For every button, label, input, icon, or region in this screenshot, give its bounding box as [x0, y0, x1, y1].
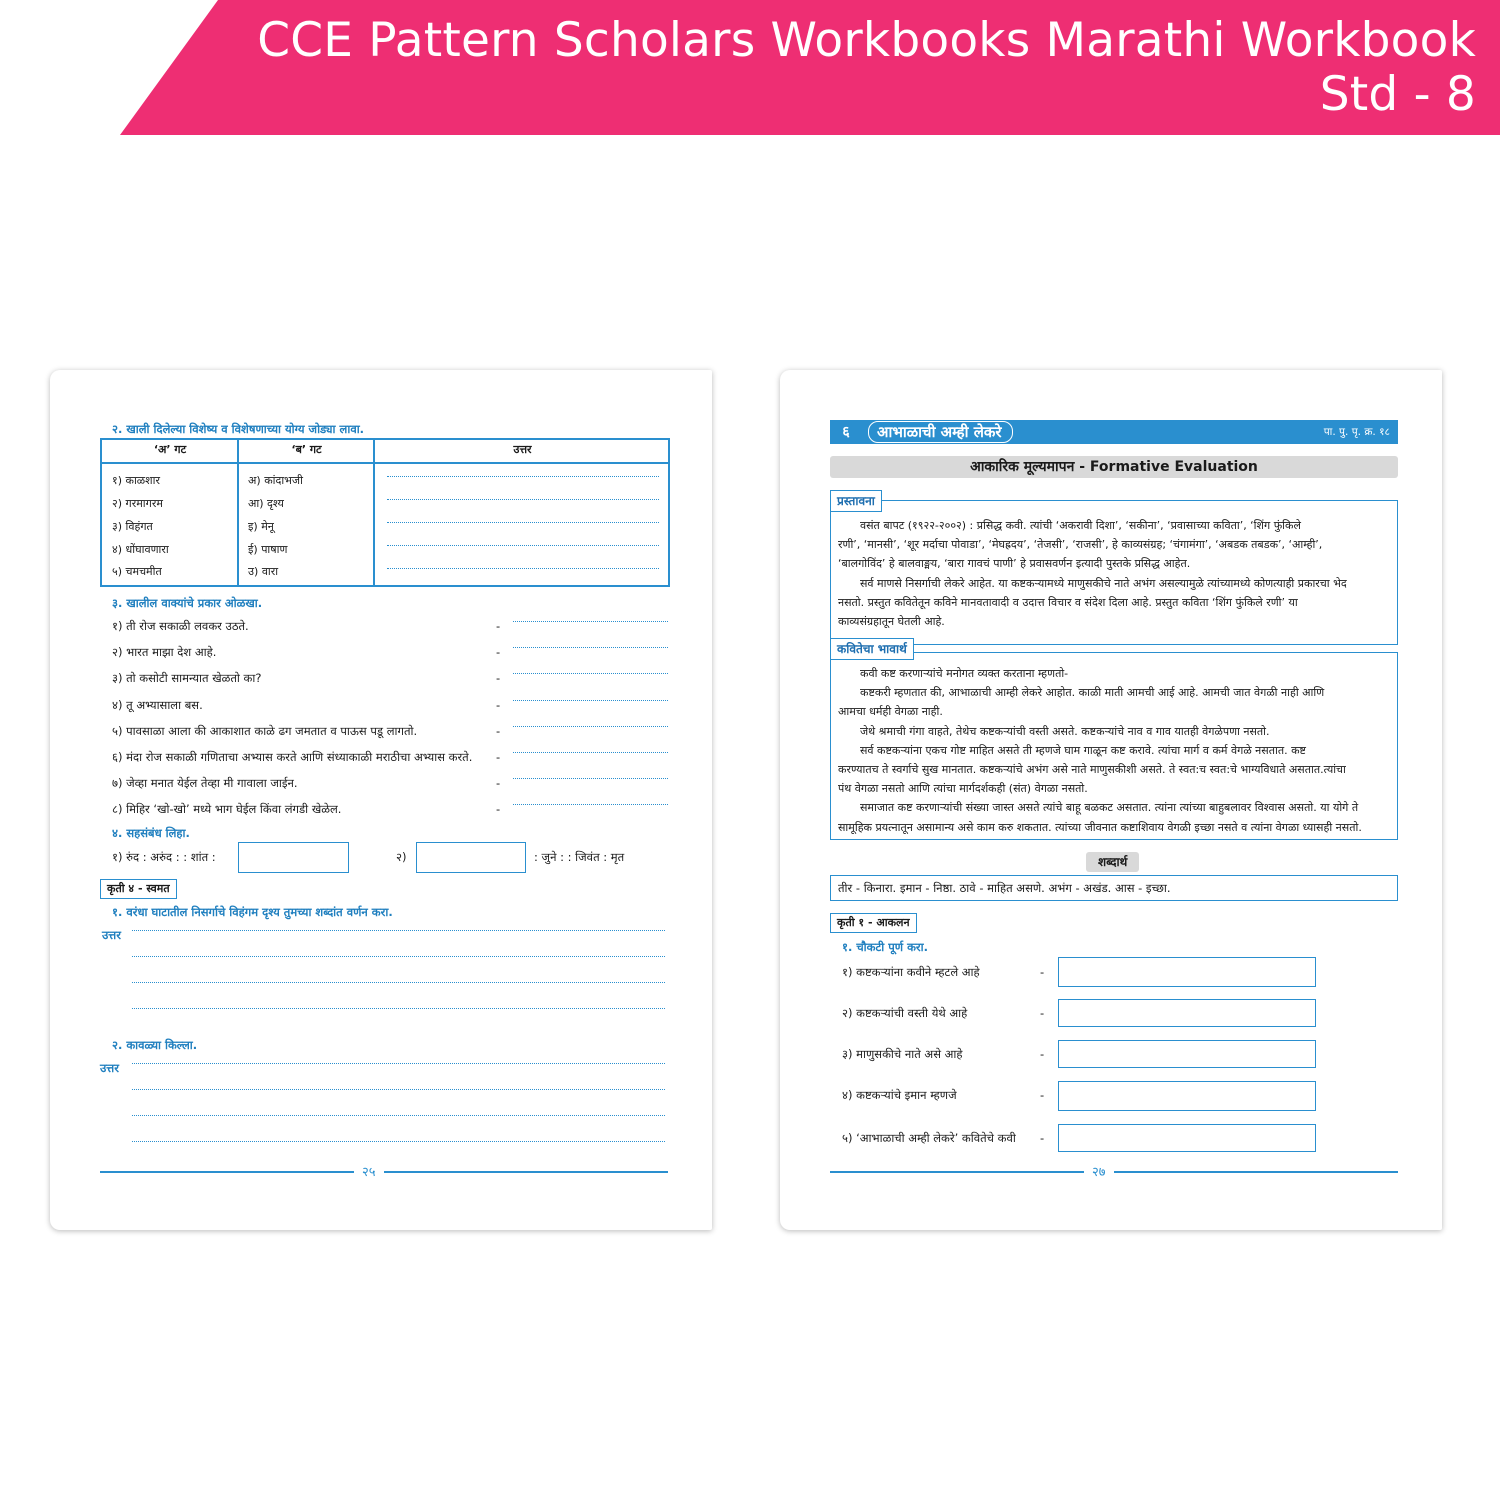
answer-line[interactable] [132, 956, 665, 957]
group-b-item: इ) मेनू [248, 520, 274, 533]
answer-line[interactable] [387, 499, 659, 500]
answer-label: उत्तर [100, 1061, 119, 1075]
table-col-divider-2 [373, 440, 375, 585]
answer-line[interactable] [132, 1115, 665, 1116]
answer-line[interactable] [132, 982, 665, 983]
k4-q1-title: १. वरंधा घाटातील निसर्गाचे विहंगम दृश्य तुमच्या शब्दांत वर्णन करा. [112, 905, 393, 919]
correlation-right-num: २) [396, 850, 407, 864]
footer-rule [100, 1171, 668, 1173]
introduction-label: प्रस्तावना [830, 490, 882, 512]
fill-box-item: १) कष्टकऱ्यांना कवीने म्हटले आहे [842, 965, 980, 979]
workbook-page-25 [50, 370, 712, 1230]
group-b-item: उ) वारा [248, 565, 279, 578]
answer-line[interactable] [513, 621, 668, 622]
dash: - [496, 802, 501, 816]
correlation-left: १) रुंद : अरुंद : : शांत : [112, 850, 216, 864]
dash: - [1040, 1006, 1045, 1020]
header-group-a: ‘अ’ गट [153, 443, 187, 456]
answer-line[interactable] [513, 778, 668, 779]
answer-line[interactable] [513, 752, 668, 753]
intro-line: काव्यसंग्रहातून घेतली आहे. [838, 615, 945, 629]
answer-box[interactable] [1058, 1124, 1316, 1152]
header-answer: उत्तर [513, 443, 532, 456]
answer-line[interactable] [513, 804, 668, 805]
kruti-4-tag: कृती ४ - स्वमत [100, 879, 177, 899]
answer-line[interactable] [513, 673, 668, 674]
sentence-item: ८) मिहिर ‘खो-खो’ मध्ये भाग घेईल किंवा लंगडी खेळेल. [112, 802, 342, 816]
answer-box[interactable] [1058, 1040, 1316, 1068]
table-header-divider [102, 462, 668, 464]
intro-line: सर्व माणसे निसर्गाची लेकरे आहेत. या कष्टकऱ्यामध्ये माणुसकीचे नाते अभंग असल्यामुळे त्यांच्यामध्ये कोणत्याही प्रकारचा भेद [860, 576, 1347, 590]
banner-title [257, 14, 1476, 122]
answer-box[interactable] [1058, 957, 1316, 987]
answer-line[interactable] [387, 568, 659, 569]
poem-meaning-text [838, 664, 1390, 837]
meaning-line: पंथ वेगळा नसतो आणि त्यांचा मार्गदर्शकही (संत) वेगळा नसतो. [838, 782, 1088, 796]
fill-box-item: ३) माणुसकीचे नाते असे आहे [842, 1047, 963, 1061]
introduction-text [838, 516, 1390, 631]
intro-line: नसतो. प्रस्तुत कवितेतून कविने मानवतावादी व उदात्त विचार व संदेश दिला आहे. प्रस्तुत कविता ‘शिंग फुंकिले रणी’ या [838, 595, 1298, 609]
fill-box-item: ५) ‘आभाळाची अम्ही लेकरे’ कवितेचे कवी [842, 1131, 1016, 1145]
banner-title-line1: CCE Pattern Scholars Workbooks Marathi Workbook [257, 13, 1476, 68]
dash: - [1040, 1047, 1045, 1061]
group-a-item: १) काळशार [112, 474, 160, 487]
glossary-text: तीर - किनारा. इमान - निष्ठा. ठावे - माहित असणे. अभंग - अखंड. आस - इच्छा. [838, 881, 1171, 895]
dash: - [496, 671, 501, 685]
answer-line[interactable] [387, 476, 659, 477]
intro-line: वसंत बापट (१९२२-२००२) : प्रसिद्ध कवी. त्यांची ‘अकरावी दिशा’, ‘सकीना’, ‘प्रवासाच्या कविता’, ‘शिंग फुंकिले [860, 519, 1301, 532]
evaluation-title: आकारिक मूल्यमापन - Formative Evaluation [830, 456, 1398, 478]
q3-title: ३. खालील वाक्यांचे प्रकार ओळखा. [112, 596, 263, 610]
answer-line[interactable] [132, 930, 665, 931]
meaning-line: आमचा धर्मही वेगळा नाही. [838, 705, 943, 719]
fill-box-item: २) कष्टकऱ्यांची वस्ती येथे आहे [842, 1006, 968, 1020]
group-b-item: आ) दृश्य [248, 497, 284, 510]
k1-q1-title: १. चौकटी पूर्ण करा. [842, 940, 928, 954]
meaning-line: समाजात कष्ट करणाऱ्यांची संख्या जास्त असते त्यांचे बाहू बळकट असतात. त्यांना त्यांच्या बाहुबलावर विश्वास असतो. या योगे ते [860, 801, 1359, 815]
sentence-item: १) ती रोज सकाळी लवकर उठते. [112, 619, 249, 633]
answer-line[interactable] [132, 1141, 665, 1142]
answer-line[interactable] [387, 522, 659, 523]
answer-line[interactable] [513, 726, 668, 727]
sentence-item: २) भारत माझा देश आहे. [112, 645, 217, 659]
answer-box[interactable] [1058, 999, 1316, 1027]
answer-label: उत्तर [102, 928, 121, 942]
group-b-item: अ) कांदाभजी [248, 474, 303, 487]
dash: - [496, 776, 501, 790]
match-table [100, 438, 670, 587]
answer-line[interactable] [132, 1089, 665, 1090]
answer-line[interactable] [132, 1063, 665, 1064]
correlation-answer-box-2[interactable] [416, 842, 526, 873]
group-b-item: ई) पाषाण [248, 543, 288, 556]
dash: - [496, 750, 501, 764]
dash: - [1040, 1088, 1045, 1102]
q4-title: ४. सहसंबंध लिहा. [112, 826, 190, 840]
kruti-1-tag: कृती १ - आकलन [830, 913, 917, 933]
dash: - [496, 645, 501, 659]
group-a-item: ४) धोंघावणारा [112, 543, 169, 556]
footer-rule [830, 1171, 1398, 1173]
dash: - [496, 724, 501, 738]
sentence-item: ३) तो कसोटी सामन्यात खेळतो का? [112, 671, 262, 685]
answer-line[interactable] [513, 647, 668, 648]
dash: - [496, 619, 501, 633]
meaning-line: सामूहिक प्रयत्नातून असामान्य असे काम करु शकतात. त्यांच्या जीवनात कष्टाशिवाय वेगळी इच्छा नसते व त्यांना वेगळा ध्यासही नसतो. [838, 820, 1362, 834]
intro-line: ‘बालगोविंद’ हे बालवाङ्मय, ‘बारा गावचं पाणी’ हे प्रवासवर्णन इत्यादी पुस्तके प्रसिद्ध आहेत. [838, 557, 1191, 571]
workbook-page-27 [780, 370, 1442, 1230]
poem-meaning-label: कवितेचा भावार्थ [830, 638, 914, 660]
table-col-divider-1 [237, 440, 239, 585]
meaning-line: जेथे श्रमाची गंगा वाहते, तेथेच कष्टकऱ्यांची वस्ती असते. कष्टकऱ्यांचे नाव व गाव यातही वेगळेपणा नसतो. [860, 724, 1270, 738]
dash: - [1040, 965, 1045, 979]
meaning-line: करण्यातच ते स्वर्गाचे सुख मानतात. कष्टकऱ्यांचे अभंग असे नाते माणुसकीशी असते. ते स्वत:च स्वत:चे भाग्यविधाते असतात.त्यांचा [838, 763, 1346, 777]
chapter-header [830, 420, 1398, 444]
answer-line[interactable] [132, 1008, 665, 1009]
page-number: २७ [1084, 1162, 1114, 1180]
page-number: २५ [354, 1162, 384, 1180]
sentence-item: ६) मंदा रोज सकाळी गणिताचा अभ्यास करते आणि संध्याकाळी मराठीचा अभ्यास करते. [112, 750, 473, 764]
answer-line[interactable] [387, 545, 659, 546]
intro-line: रणी’, ‘मानसी’, ‘शूर मर्दाचा पोवाडा’, ‘मेघह्रदय’, ‘तेजसी’, ‘राजसी’, हे काव्यसंग्रह; ‘चंगामंगा’, ‘अबडक तबडक’, ‘आम्ही’, [838, 538, 1323, 552]
group-a-item: ३) विहंगत [112, 520, 153, 533]
correlation-answer-box-1[interactable] [238, 842, 349, 873]
meaning-line: सर्व कष्टकऱ्यांना एकच गोष्ट माहित असते ती म्हणजे घाम गाळून कष्ट करावे. त्यांचा मार्ग व कर्म वेगळे नसतात. कष्ट [860, 743, 1306, 757]
chapter-title: आभाळाची अम्ही लेकरे [868, 421, 1013, 443]
dash: - [1040, 1131, 1045, 1145]
title-banner [0, 0, 1500, 135]
group-a-item: ५) चमचमीत [112, 565, 162, 578]
k4-q2-title: २. कावळ्या किल्ला. [112, 1038, 198, 1052]
correlation-right: : जुने : : जिवंत : मृत [534, 850, 625, 864]
dash: - [496, 698, 501, 712]
header-group-b: ‘ब’ गट [291, 443, 322, 456]
sentence-item: ५) पावसाळा आला की आकाशात काळे ढग जमतात व पाऊस पडू लागतो. [112, 724, 418, 738]
answer-line[interactable] [513, 700, 668, 701]
textbook-page-ref: पा. पु. पृ. क्र. १८ [1323, 426, 1390, 438]
sentence-item: ७) जेव्हा मनात येईल तेव्हा मी गावाला जाईन. [112, 776, 298, 790]
meaning-line: कवी कष्ट करणाऱ्यांचे मनोगत व्यक्त करताना म्हणतो- [860, 667, 1069, 680]
banner-title-line2: Std - 8 [1319, 67, 1476, 122]
q2-title: २. खाली दिलेल्या विशेष्य व विशेषणाच्या योग्य जोड्या लावा. [112, 422, 365, 436]
meaning-line: कष्टकरी म्हणतात की, आभाळाची आम्ही लेकरे आहोत. काळी माती आमची आई आहे. आमची जात वेगळी नाही आणि [860, 686, 1325, 700]
answer-box[interactable] [1058, 1081, 1316, 1111]
fill-box-item: ४) कष्टकऱ्यांचे इमान म्हणजे [842, 1088, 957, 1102]
glossary-label: शब्दार्थ [1086, 852, 1139, 872]
chapter-number: ६ [842, 424, 850, 440]
group-a-item: २) गरमागरम [112, 497, 163, 510]
sentence-item: ४) तू अभ्यासाला बस. [112, 698, 203, 712]
